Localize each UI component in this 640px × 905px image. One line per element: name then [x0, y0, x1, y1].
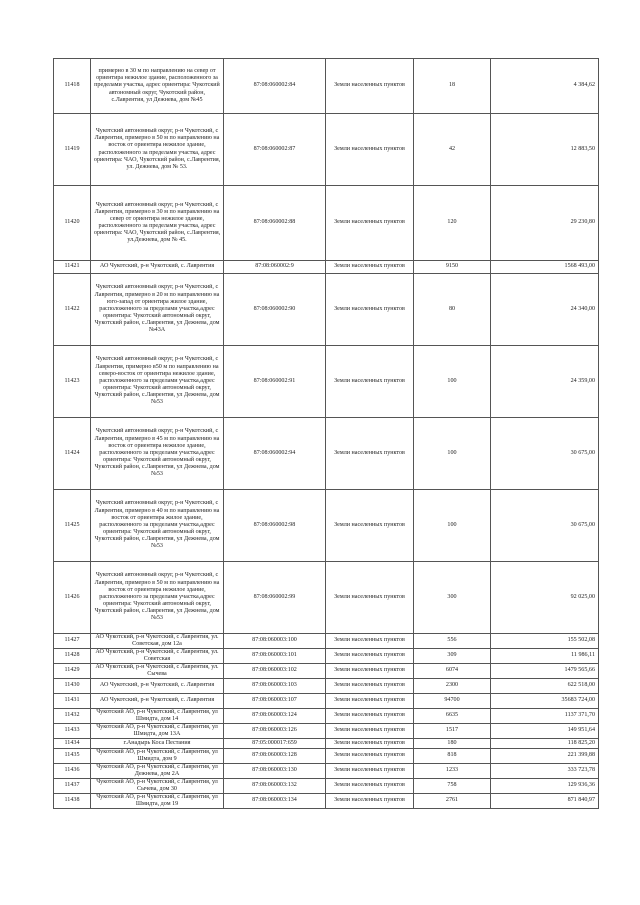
table-row — [54, 709, 599, 724]
cadastral-cost-cell-text: 30 675,00 — [570, 521, 595, 528]
record-number — [54, 679, 91, 694]
cadastral-number-cell — [224, 261, 326, 274]
record-number-text: 11424 — [64, 449, 80, 456]
address-cell-text: АО Чукотский, р-н Чукотский, с. Лаврентия — [99, 697, 215, 704]
cadastral-number-cell — [224, 724, 326, 739]
table-row — [54, 562, 599, 634]
table-row — [54, 59, 599, 114]
land-category-cell-text: Земли населенных пунктов — [334, 739, 405, 746]
cadastral-cost-cell — [491, 779, 599, 794]
table-row — [54, 739, 599, 749]
cadastral-cost-cell-text: 149 951,64 — [567, 727, 595, 734]
area-cell-text: 9150 — [445, 263, 459, 270]
cadastral-cost-cell — [491, 186, 599, 261]
record-number-text: 11432 — [64, 712, 80, 719]
land-category-cell-text: Земли населенных пунктов — [334, 593, 405, 600]
area-cell-text: 100 — [447, 377, 457, 384]
cadastral-cost-cell — [491, 749, 599, 764]
record-number-text: 11438 — [64, 797, 80, 804]
area-cell — [414, 749, 491, 764]
area-cell-text: 1233 — [445, 767, 459, 774]
record-number — [54, 749, 91, 764]
address-cell-text: примерно в 30 м по направлению на север от ориентира нежилое здание, расположенного за пределами участка, адрес ориентира: Чукотский автономный округ, Чукотский район, с.Лаврентия, ул Дежнева, дом №45 — [94, 68, 220, 103]
cadastral-cost-cell-text: 92 025,00 — [570, 593, 595, 600]
table-row — [54, 649, 599, 664]
area-cell-text: 6635 — [445, 712, 459, 719]
address-cell — [91, 562, 224, 634]
cadastral-cost-cell — [491, 709, 599, 724]
area-cell-text: 100 — [447, 521, 457, 528]
land-category-cell — [326, 749, 414, 764]
land-category-cell-text: Земли населенных пунктов — [334, 782, 405, 789]
area-cell — [414, 562, 491, 634]
table-row — [54, 664, 599, 679]
record-number-text: 11434 — [64, 739, 80, 746]
cadastral-cost-cell-text: 24 359,00 — [570, 377, 595, 384]
area-cell-text: 300 — [447, 593, 457, 600]
area-cell-text: 1517 — [445, 727, 459, 734]
area-cell — [414, 679, 491, 694]
address-cell-text: Чукотский автономный округ, р-н Чукотский, с Лаврентия, примерно в 50 м по направлению на восток от ориентира нежилое здание, расположенного за пределами участка, адрес ориентира: ЧАО, Чукотский район, с.Лаврентия, ул. Дежнева, дом № 53. — [93, 128, 221, 170]
land-category-cell — [326, 261, 414, 274]
address-cell-text: АО Чукотский, р-н Чукотский, с Лаврентия, ул. Сычева — [95, 664, 219, 678]
record-number-text: 11431 — [64, 697, 80, 704]
cadastral-number-cell-text: 87:08:060003:134 — [252, 797, 297, 804]
land-category-cell-text: Земли населенных пунктов — [334, 712, 405, 719]
table-body — [54, 59, 599, 809]
land-category-cell-text: Земли населенных пунктов — [334, 727, 405, 734]
area-cell-text: 80 — [448, 305, 456, 312]
address-cell-text: Чукотский автономный округ, р-н Чукотский, с Лаврентия, примерно в 50 м по направлению на восток от ориентира нежилое здание, расположенного за пределами участка,адрес ориентира: Чукотский автономный округ, Чукотский район, с.Лаврентия, ул Дежнева, дом №53 — [94, 572, 220, 622]
area-cell-text: 42 — [448, 145, 456, 152]
table-row — [54, 634, 599, 649]
land-category-cell — [326, 346, 414, 418]
address-cell-text: АО Чукотский, р-н Чукотский, с Лаврентия, ул. Советская, дом 12а — [95, 634, 219, 648]
cadastral-cost-cell — [491, 114, 599, 186]
cadastral-cost-cell-text: 129 936,36 — [567, 782, 595, 789]
area-cell-text: 18 — [448, 82, 456, 89]
address-cell — [91, 186, 224, 261]
record-number-text: 11426 — [64, 593, 80, 600]
cadastral-cost-cell-text: 1479 565,66 — [564, 667, 595, 674]
address-cell — [91, 634, 224, 649]
cadastral-cost-cell — [491, 649, 599, 664]
area-cell — [414, 634, 491, 649]
land-category-cell — [326, 724, 414, 739]
address-cell-text: АО Чукотский, р-н Чукотский, с. Лаврентия — [99, 682, 215, 689]
area-cell — [414, 490, 491, 562]
cadastral-cost-cell-text: 29 230,80 — [570, 219, 595, 226]
record-number-text: 11435 — [64, 752, 80, 759]
land-category-cell — [326, 709, 414, 724]
land-category-cell — [326, 779, 414, 794]
land-category-cell-text: Земли населенных пунктов — [334, 521, 405, 528]
land-category-cell — [326, 59, 414, 114]
area-cell — [414, 261, 491, 274]
area-cell — [414, 739, 491, 749]
cadastral-cost-cell-text: 1137 371,70 — [564, 712, 595, 719]
table-row — [54, 764, 599, 779]
area-cell — [414, 794, 491, 809]
land-category-cell — [326, 739, 414, 749]
cadastral-cost-cell-text: 11 986,11 — [571, 652, 595, 659]
record-number — [54, 562, 91, 634]
cadastral-number-cell-text: 87:08:060003:107 — [252, 697, 297, 704]
record-number-text: 11422 — [64, 305, 80, 312]
record-number — [54, 186, 91, 261]
record-number-text: 11420 — [64, 219, 80, 226]
record-number — [54, 274, 91, 346]
cadastral-number-cell — [224, 418, 326, 490]
cadastral-number-cell-text: 87:08:060003:126 — [252, 727, 297, 734]
area-cell-text: 6074 — [445, 667, 459, 674]
record-number — [54, 664, 91, 679]
land-category-cell — [326, 634, 414, 649]
record-number — [54, 724, 91, 739]
cadastral-cost-cell — [491, 694, 599, 709]
cadastral-cost-cell — [491, 794, 599, 809]
address-cell — [91, 418, 224, 490]
cadastral-cost-cell-text: 4 384,62 — [573, 82, 595, 89]
record-number-text: 11428 — [64, 652, 80, 659]
table-row — [54, 261, 599, 274]
area-cell-text: 2300 — [445, 682, 459, 689]
land-category-cell-text: Земли населенных пунктов — [334, 145, 405, 152]
cadastral-number-cell-text: 87:08:060002:98 — [253, 521, 296, 528]
cadastral-cost-cell — [491, 261, 599, 274]
cadastral-cost-cell-text: 333 723,78 — [567, 767, 595, 774]
land-category-cell — [326, 418, 414, 490]
address-cell — [91, 764, 224, 779]
address-cell-text: Чукотский автономный округ, р-н Чукотский, с Лаврентия, примерно в 30 м по направлению на север от ориентира нежилое здание, расположенного за пределами участка, адрес ориентира: ЧАО, Чукотский район, с.Лаврентия, ул.Дежнева, дом № 45. — [93, 201, 221, 244]
address-cell — [91, 261, 224, 274]
area-cell — [414, 709, 491, 724]
land-category-cell-text: Земли населенных пунктов — [334, 449, 405, 456]
record-number-text: 11423 — [64, 377, 80, 384]
record-number-text: 11418 — [64, 82, 80, 89]
table-row — [54, 274, 599, 346]
record-number — [54, 114, 91, 186]
area-cell — [414, 664, 491, 679]
land-category-cell-text: Земли населенных пунктов — [334, 752, 405, 759]
cadastral-cost-cell — [491, 724, 599, 739]
cadastral-number-cell-text: 87:08:060002:91 — [253, 377, 296, 384]
address-cell-text: Чукотский автономный округ, р-н Чукотский, с Лаврентия, примерно в 40 м по направлению на восток от ориентира жилое здание, расположенного за пределами участка,адрес ориентира: Чукотский автономный округ, Чукотский район, с.Лаврентия, ул Дежнева, дом №53 — [94, 500, 220, 550]
cadastral-number-cell — [224, 779, 326, 794]
cadastral-cost-cell — [491, 346, 599, 418]
cadastral-number-cell — [224, 649, 326, 664]
cadastral-number-cell-text: 87:08:060002:84 — [253, 82, 296, 89]
land-category-cell-text: Земли населенных пунктов — [334, 697, 405, 704]
cadastral-number-cell — [224, 562, 326, 634]
cadastral-cost-cell — [491, 274, 599, 346]
cadastral-cost-cell-text: 118 825,20 — [567, 739, 595, 746]
address-cell — [91, 114, 224, 186]
area-cell-text: 309 — [447, 652, 457, 659]
cadastral-number-cell — [224, 794, 326, 809]
address-cell — [91, 739, 224, 749]
cadastral-cost-cell — [491, 490, 599, 562]
land-category-cell — [326, 562, 414, 634]
land-category-cell-text: Земли населенных пунктов — [334, 377, 405, 384]
document-page — [53, 58, 598, 809]
area-cell — [414, 274, 491, 346]
cadastral-number-cell-text: 87:08:060002:99 — [253, 593, 296, 600]
address-cell-text: Чукотский автономный округ, р-н Чукотский, с Лаврентия, примерно в50 м по направлению на северо-восток от ориентира нежилое здание, расположенного за пределами участка,адрес ориентира: Чукотский автономный округ, Чукотский район, с.Лаврентия, ул Дежнева, дом №53 — [94, 356, 220, 406]
address-cell-text: Чукотский АО, р-н Чукотский, с Лаврентия, ул Шмидта, дом 14 — [96, 709, 218, 723]
area-cell — [414, 694, 491, 709]
land-category-cell — [326, 490, 414, 562]
cadastral-number-cell-text: 87:08:060003:102 — [252, 667, 297, 674]
land-category-cell-text: Земли населенных пунктов — [334, 652, 405, 659]
cadastral-number-cell — [224, 274, 326, 346]
land-category-cell — [326, 186, 414, 261]
record-number — [54, 739, 91, 749]
cadastral-cost-cell-text: 24 340,00 — [570, 305, 595, 312]
cadastral-number-cell-text: 87:08:060003:128 — [252, 752, 297, 759]
address-cell — [91, 274, 224, 346]
address-cell-text: Чукотский АО, р-н Чукотский, с Лаврентия, ул Сычева, дом 30 — [96, 779, 218, 793]
table-row — [54, 749, 599, 764]
record-number — [54, 59, 91, 114]
address-cell-text: Чукотский АО, р-н Чукотский, с Лаврентия, ул Шмидта, дом 9 — [96, 749, 218, 763]
address-cell — [91, 649, 224, 664]
land-plots-table — [53, 58, 599, 809]
cadastral-number-cell — [224, 186, 326, 261]
record-number-text: 11430 — [64, 682, 80, 689]
cadastral-cost-cell — [491, 739, 599, 749]
area-cell-text: 94700 — [444, 697, 460, 704]
record-number-text: 11433 — [64, 727, 80, 734]
address-cell — [91, 664, 224, 679]
area-cell-text: 2761 — [445, 797, 459, 804]
table-row — [54, 679, 599, 694]
address-cell — [91, 59, 224, 114]
record-number — [54, 709, 91, 724]
area-cell — [414, 724, 491, 739]
address-cell — [91, 490, 224, 562]
land-category-cell-text: Земли населенных пунктов — [334, 667, 405, 674]
record-number — [54, 261, 91, 274]
cadastral-number-cell — [224, 114, 326, 186]
land-category-cell-text: Земли населенных пунктов — [334, 219, 405, 226]
address-cell — [91, 694, 224, 709]
address-cell-text: АО Чукотский, р-н Чукотский, с. Лаврентия — [99, 263, 215, 270]
table-row — [54, 186, 599, 261]
record-number-text: 11421 — [64, 263, 80, 270]
land-category-cell-text: Земли населенных пунктов — [334, 682, 405, 689]
cadastral-cost-cell-text: 622 518,00 — [567, 682, 595, 689]
address-cell-text: Чукотский АО, р-н Чукотский, с Лаврентия, ул Шмидта, дом 19 — [96, 794, 218, 808]
cadastral-number-cell-text: 87:08:060003:130 — [252, 767, 297, 774]
cadastral-cost-cell — [491, 664, 599, 679]
cadastral-cost-cell-text: 155 502,08 — [567, 637, 595, 644]
land-category-cell — [326, 679, 414, 694]
land-category-cell — [326, 649, 414, 664]
land-category-cell-text: Земли населенных пунктов — [334, 305, 405, 312]
record-number — [54, 346, 91, 418]
record-number-text: 11427 — [64, 637, 80, 644]
land-category-cell-text: Земли населенных пунктов — [334, 637, 405, 644]
cadastral-number-cell — [224, 739, 326, 749]
address-cell — [91, 794, 224, 809]
cadastral-number-cell-text: 87:08:060003:124 — [252, 712, 297, 719]
cadastral-number-cell-text: 87:08:060002:88 — [253, 219, 296, 226]
cadastral-number-cell-text: 87:08:060002:90 — [253, 305, 296, 312]
address-cell-text: Чукотский автономный округ, р-н Чукотский, с Лаврентия, примерно в 20 м по направлению на юго-запад от ориентира жилое здание, расположенного за пределами участка,адрес ориентира: Чукотский автономный округ, Чукотский район, с.Лаврентия, ул Дежнева, дом №43А — [94, 284, 220, 334]
area-cell — [414, 779, 491, 794]
cadastral-number-cell-text: 87:08:060002:94 — [253, 449, 296, 456]
area-cell — [414, 649, 491, 664]
record-number-text: 11419 — [64, 145, 80, 152]
land-category-cell-text: Земли населенных пунктов — [334, 82, 405, 89]
area-cell — [414, 764, 491, 779]
land-category-cell — [326, 694, 414, 709]
cadastral-number-cell — [224, 694, 326, 709]
address-cell-text: Чукотский АО, р-н Чукотский, с Лаврентия, ул Шмидта, дом 13А — [96, 724, 218, 738]
cadastral-cost-cell-text: 12 883,50 — [570, 145, 595, 152]
land-category-cell — [326, 274, 414, 346]
address-cell — [91, 679, 224, 694]
record-number — [54, 694, 91, 709]
record-number — [54, 764, 91, 779]
cadastral-number-cell-text: 87:05:000017:659 — [252, 739, 297, 746]
cadastral-cost-cell — [491, 59, 599, 114]
area-cell-text: 818 — [447, 752, 457, 759]
cadastral-number-cell — [224, 346, 326, 418]
table-row — [54, 779, 599, 794]
address-cell — [91, 709, 224, 724]
land-category-cell — [326, 664, 414, 679]
cadastral-number-cell-text: 87:08:060003:101 — [252, 652, 297, 659]
cadastral-cost-cell-text: 1568 493,00 — [564, 263, 595, 270]
cadastral-cost-cell-text: 35683 724,00 — [561, 697, 595, 704]
cadastral-cost-cell-text: 30 675,00 — [570, 449, 595, 456]
land-category-cell — [326, 764, 414, 779]
area-cell — [414, 114, 491, 186]
cadastral-number-cell — [224, 709, 326, 724]
cadastral-number-cell — [224, 490, 326, 562]
cadastral-number-cell — [224, 634, 326, 649]
cadastral-number-cell-text: 87:08:060002:87 — [253, 145, 296, 152]
record-number — [54, 490, 91, 562]
cadastral-number-cell — [224, 679, 326, 694]
land-category-cell-text: Земли населенных пунктов — [334, 767, 405, 774]
cadastral-number-cell — [224, 749, 326, 764]
table-row — [54, 724, 599, 739]
record-number-text: 11429 — [64, 667, 80, 674]
record-number-text: 11437 — [64, 782, 80, 789]
area-cell-text: 556 — [447, 637, 457, 644]
address-cell — [91, 779, 224, 794]
table-row — [54, 694, 599, 709]
record-number — [54, 418, 91, 490]
area-cell-text: 100 — [447, 449, 457, 456]
table-row — [54, 114, 599, 186]
record-number — [54, 649, 91, 664]
cadastral-cost-cell — [491, 764, 599, 779]
table-row — [54, 490, 599, 562]
cadastral-number-cell-text: 87:08:060003:100 — [252, 637, 297, 644]
cadastral-number-cell — [224, 59, 326, 114]
address-cell-text: Чукотский АО, р-н Чукотский, с Лаврентия, ул Дежнева, дом 2А — [96, 764, 218, 778]
cadastral-number-cell-text: 87:08:060002:9 — [255, 263, 294, 270]
record-number-text: 11425 — [64, 521, 80, 528]
land-category-cell-text: Земли населенных пунктов — [334, 263, 405, 270]
cadastral-number-cell — [224, 664, 326, 679]
address-cell — [91, 724, 224, 739]
table-row — [54, 794, 599, 809]
address-cell-text: г.Анадырь Коса Пестания — [123, 739, 191, 746]
address-cell — [91, 346, 224, 418]
area-cell — [414, 59, 491, 114]
record-number — [54, 779, 91, 794]
area-cell-text: 758 — [447, 782, 457, 789]
land-category-cell-text: Земли населенных пунктов — [334, 797, 405, 804]
record-number — [54, 634, 91, 649]
land-category-cell — [326, 114, 414, 186]
table-row — [54, 346, 599, 418]
cadastral-cost-cell — [491, 562, 599, 634]
cadastral-cost-cell — [491, 634, 599, 649]
cadastral-number-cell-text: 87:08:060003:132 — [252, 782, 297, 789]
cadastral-number-cell-text: 87:08:060003:103 — [252, 682, 297, 689]
land-category-cell — [326, 794, 414, 809]
cadastral-cost-cell — [491, 418, 599, 490]
table-row — [54, 418, 599, 490]
record-number — [54, 794, 91, 809]
address-cell-text: Чукотский автономный округ, р-н Чукотский, с Лаврентия, примерно в 45 м по направлению на восток от ориентира нежилое здание, расположенного за пределами участка,адрес ориентира: Чукотский автономный округ, Чукотский район, с.Лаврентия, ул Дежнева, дом №53 — [94, 428, 220, 478]
address-cell — [91, 749, 224, 764]
area-cell — [414, 418, 491, 490]
area-cell — [414, 186, 491, 261]
record-number-text: 11436 — [64, 767, 80, 774]
cadastral-cost-cell-text: 871 840,97 — [567, 797, 595, 804]
cadastral-cost-cell — [491, 679, 599, 694]
area-cell-text: 120 — [447, 219, 457, 226]
area-cell — [414, 346, 491, 418]
address-cell-text: АО Чукотский, р-н Чукотский, с Лаврентия, ул. Советская — [95, 649, 219, 663]
area-cell-text: 180 — [447, 739, 457, 746]
cadastral-cost-cell-text: 221 399,88 — [567, 752, 595, 759]
cadastral-number-cell — [224, 764, 326, 779]
